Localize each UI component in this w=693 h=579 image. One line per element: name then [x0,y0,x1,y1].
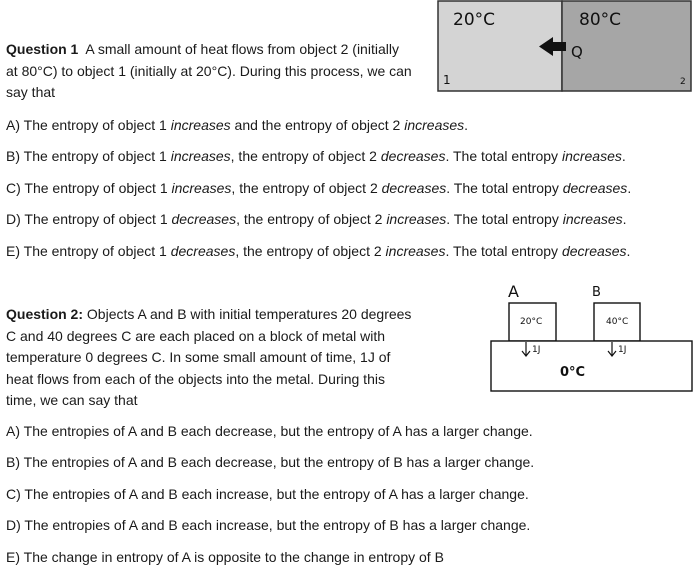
q1-heading: Question 1 [6,41,79,57]
object-1-temp: 20°C [453,10,496,30]
q2-prompt-line-1: Question 2: Objects A and B with initial temperatures 20 degrees [6,306,412,322]
q2-heading: Question 2: [6,306,84,322]
q1-option-b: B) The entropy of object 1 increases, the entropy of object 2 decreases. The total entropy increases. [6,148,626,164]
q2-prompt-line-3: temperature 0 degrees C. In some small amount of time, 1J of [6,349,391,365]
object-a-label: A [508,282,519,301]
object-a-temp: 20°C [520,317,543,327]
q2-prompt [6,304,411,412]
q2-prompt-line-4: heat flows from each of the objects into the metal. During this [6,370,385,387]
q1-figure-two-objects [437,0,693,92]
q2-prompt-line-2: C and 40 degrees C are each placed on a block of metal with [6,327,386,344]
object-2-temp: 80°C [579,10,622,30]
q2-prompt-line-5: time, we can say that [6,392,138,408]
q1-option-e: E) The entropy of object 1 decreases, the entropy of object 2 increases. The total entropy decreases. [6,243,631,259]
q2-option-c: C) The entropies of A and B each increase, but the entropy of A has a larger change. [6,486,529,502]
q2-figure-objects-on-block [488,280,693,392]
q2-option-d: D) The entropies of A and B each increase, but the entropy of B has a larger change. [6,517,531,533]
object-2-label: 2 [680,77,686,87]
metal-block-temp: 0°C [560,365,586,380]
heat-label: Q [571,43,583,61]
object-b-temp: 40°C [606,317,629,327]
q1-option-a: A) The entropy of object 1 increases and the entropy of object 2 increases. [6,117,469,133]
metal-block [491,341,692,391]
object-b-label: B [592,285,601,300]
q1-prompt-line-2: at 80°C) to object 1 (initially at 20°C). During this process, we can [6,62,412,79]
heat-a-label: 1J [532,345,541,355]
heat-b-label: 1J [618,345,627,355]
q2-option-e: E) The change in entropy of A is opposite to the change in entropy of B [6,549,444,565]
q1-option-d: D) The entropy of object 1 decreases, the entropy of object 2 increases. The total entropy increases. [6,211,627,227]
q1-prompt-line-1: Question 1 A small amount of heat flows from object 2 (initially [6,41,399,57]
q1-option-c: C) The entropy of object 1 increases, the entropy of object 2 decreases. The total entropy decreases. [6,180,632,196]
q2-option-a: A) The entropies of A and B each decrease, but the entropy of A has a larger change. [6,423,533,439]
object-1-label: 1 [443,73,451,87]
q2-option-b: B) The entropies of A and B each decrease, but the entropy of B has a larger change. [6,454,535,470]
q1-prompt-line-3: say that [6,84,56,100]
q1-prompt [6,39,412,104]
